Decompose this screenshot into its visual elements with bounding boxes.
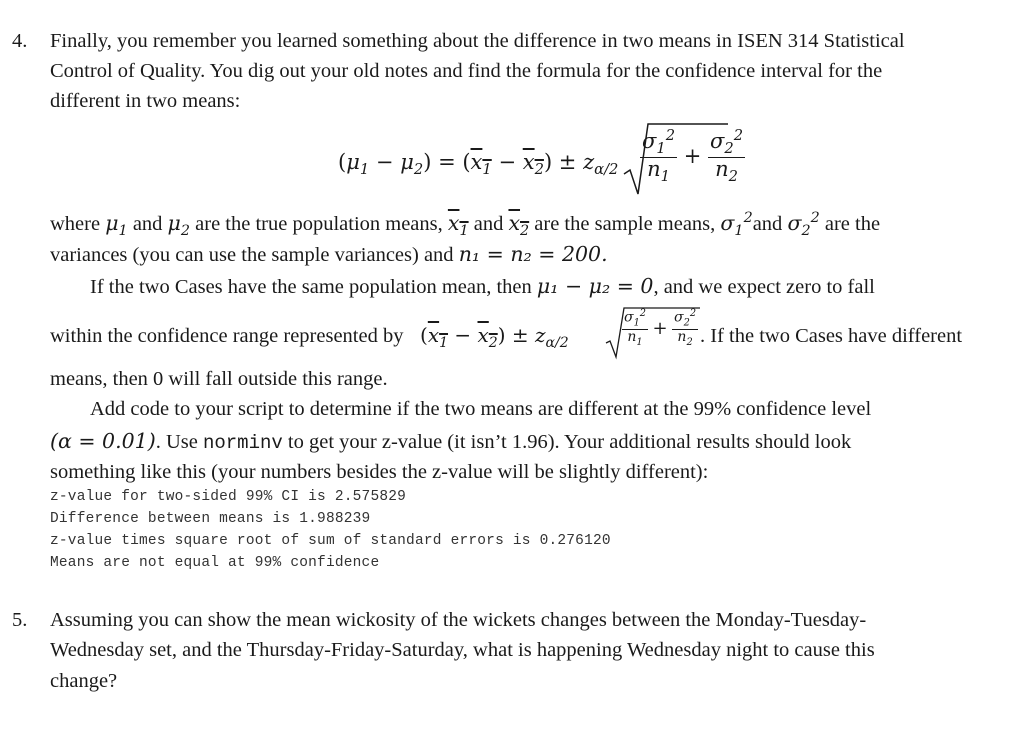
variance-fraction-sum: $\frac{\sigma_1^2}{n_1}$ + $\frac{\sigma_2^2}{n_2}$ bbox=[642, 127, 744, 185]
q4-line-2: Control of Quality. You dig out your old notes and find the formula for the confidence interval for the bbox=[50, 60, 883, 82]
zero-difference-expression: μ₁ − μ₂ = 0 bbox=[536, 274, 654, 298]
within-line-suffix: . If the two Cases have different bbox=[700, 325, 963, 347]
alpha-expression: (α = 0.01) bbox=[50, 429, 156, 453]
q5-line-1: Assuming you can show the mean wickosity of the wickets changes between the Monday-Tuesday- bbox=[50, 609, 867, 631]
question-5-number: 5. bbox=[12, 609, 28, 631]
output-line-4: Means are not equal at 99% confidence bbox=[50, 555, 380, 571]
q4-line-1: Finally, you remember you learned something about the difference in two means in ISEN 314 Statistical bbox=[50, 30, 905, 52]
something-line: something like this (your numbers besides the z-value will be slightly different): bbox=[50, 461, 709, 483]
output-line-3: z-value times square root of sum of standard errors is 0.276120 bbox=[50, 533, 611, 549]
q4-line-3: different in two means: bbox=[50, 90, 241, 112]
inline-variance-fraction-sum: $\frac{\sigma_1^2}{n_1}$ + $\frac{\sigma_2^2}{n_2}$ bbox=[624, 308, 697, 348]
within-line-text: within the confidence range represented by bbox=[50, 325, 404, 347]
if-same-line: If the two Cases have the same population mean, then μ₁ − μ₂ = 0, and we expect zero to fall bbox=[90, 274, 875, 298]
output-line-1: z-value for two-sided 99% CI is 2.575829 bbox=[50, 489, 407, 505]
where-line: where $\mu_1$ and $\mu_2$ are the true population means, $x_1$ and $x_2$ are the sample means, $\sigma_1^2and$ $\sigma_2^2$ are the bbox=[50, 210, 881, 239]
q5-line-3: change? bbox=[50, 670, 118, 692]
variances-line: variances (you can use the sample variances) and n₁ = n₂ = 200. bbox=[50, 242, 608, 266]
alpha-line: (α = 0.01). Use norminv to get your z-value (it isn’t 1.96). Your additional results should look bbox=[50, 429, 852, 454]
question-4-number: 4. bbox=[12, 30, 28, 52]
norminv-code: norminv bbox=[202, 432, 283, 454]
ci-formula: $(\mu_1 - \mu_2) = (x_1 - x_2) \pm z_{\alpha/2}$ bbox=[338, 150, 619, 179]
q5-line-2: Wednesday set, and the Thursday-Friday-Saturday, what is happening Wednesday night to cause this bbox=[50, 639, 875, 661]
add-code-line: Add code to your script to determine if the two means are different at the 99% confidence level bbox=[90, 398, 872, 420]
output-line-2: Difference between means is 1.988239 bbox=[50, 511, 371, 527]
sample-size-expression: n₁ = n₂ = 200. bbox=[458, 242, 608, 266]
inline-ci-formula: $(x_1 - x_2) \pm z_{\alpha/2}$ bbox=[420, 323, 569, 351]
means-line: means, then 0 will fall outside this range. bbox=[50, 368, 388, 390]
